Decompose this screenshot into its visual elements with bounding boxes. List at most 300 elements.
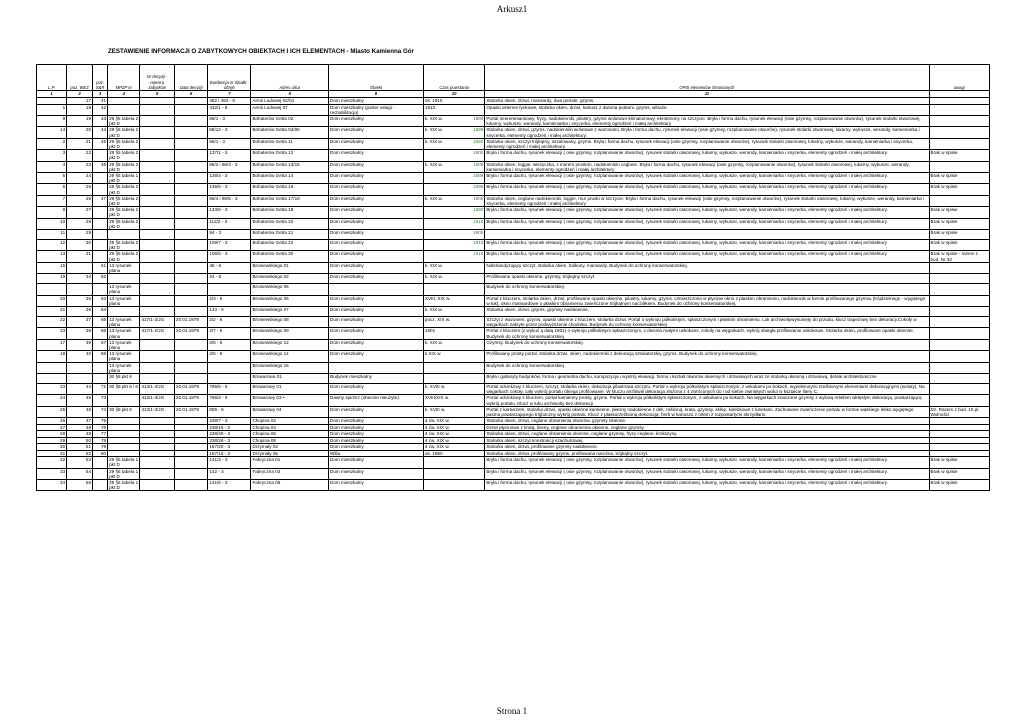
cell-wez: 40 xyxy=(67,351,93,362)
cell-mpzp xyxy=(108,229,140,239)
cell-decision-number: 413/1-3/JG xyxy=(140,395,174,406)
cell-parcel: 24 - 6 xyxy=(208,274,251,284)
cell-wez: 46 xyxy=(67,406,93,417)
cell-period xyxy=(423,161,484,172)
period-text: XVIII/XIX w. xyxy=(424,395,450,401)
cell-lp: 8 xyxy=(37,207,67,218)
cell-period xyxy=(423,468,484,479)
period-year: 1890 xyxy=(473,207,484,213)
cell-period xyxy=(423,317,484,328)
cell-wez: 20 xyxy=(67,127,93,138)
cell-period xyxy=(423,351,484,362)
cell-period xyxy=(423,207,484,218)
column-number: 6 xyxy=(174,91,207,98)
column-header: L.P. xyxy=(37,65,67,91)
cell-mpzp: 29 §5 tabela 2 pkt D xyxy=(109,161,139,172)
cell-lp: 31 xyxy=(37,450,67,457)
cell-decision-number xyxy=(140,207,174,218)
cell-decision-number xyxy=(140,104,174,115)
cell-address: Broniewskiego 02 xyxy=(251,274,329,284)
cell-object: Dawny spichrz (obecnie nieużyte). xyxy=(329,395,424,406)
cell-object: Budynek mieszkalny xyxy=(329,374,424,384)
cell-object: Dom mieszkalny xyxy=(329,161,424,172)
cell-address: Armii Ludowej 02/04 xyxy=(251,98,329,105)
cell-address: Bohaterów Getta 17/19 xyxy=(251,195,329,206)
cell-wez: 50 xyxy=(67,437,93,444)
period-year: 1860 xyxy=(473,115,484,121)
cell-address: Fabryczna 05 xyxy=(251,480,329,491)
cell-decision-date xyxy=(174,480,207,491)
column-header: uwagi xyxy=(929,65,990,91)
cell-decision-date xyxy=(174,161,207,172)
table-row xyxy=(37,274,990,284)
cell-mpzp: 30 §8 pkt 6 xyxy=(108,374,140,384)
cell-lp: 20 xyxy=(37,295,67,306)
period-year: 1910 xyxy=(473,251,484,257)
cell-description: Bryła i forma dachu, rysunek elewacji ( osie gzymsy, rozplanowanie otworów), rysunek stolarki otworowej, lukarny, wykusze, werandy, kamieniarka i snycerka, elementy ogrodzeń i małej architektury xyxy=(485,239,929,250)
cell-period xyxy=(423,229,484,239)
cell-lp: 17 xyxy=(37,339,67,350)
cell-lp: 10 xyxy=(37,218,67,229)
cell-address: Bohaterów Getta 21 xyxy=(251,229,329,239)
cell-address: Bohaterów Getta 11 xyxy=(251,138,329,149)
cell-object: Dom mieszkalny xyxy=(329,138,424,149)
heritage-register-table xyxy=(36,64,990,491)
table-row xyxy=(37,395,990,406)
cell-notes: Dz. Razem z bud. 15 pl. Wolności xyxy=(929,406,990,417)
cell-parcel: 109/7 - 3 xyxy=(208,239,251,250)
cell-address: Bohaterów Getta 14 xyxy=(251,172,329,183)
cell-lp: 23 xyxy=(37,328,67,339)
table-row xyxy=(37,127,990,138)
cell-lp: 11 xyxy=(37,229,67,239)
cell-address: Broniewskiego 15 xyxy=(251,362,329,373)
cell-lp: 21 xyxy=(37,307,67,317)
cell-sr: 64 xyxy=(93,307,108,317)
cell-wez: 27 xyxy=(67,207,93,218)
cell-sr: 42 xyxy=(93,104,108,115)
period-text: k. XIX w. xyxy=(424,138,443,144)
cell-lp: 22 xyxy=(37,317,67,328)
cell-description: Stolarka okien, drzwi, ceglane obramienia otworów, gzymsy okienne. xyxy=(485,418,929,425)
cell-description: Portal z kluczem (z wykuć ą datą 1801) o wykroju półkolistym spłaszczonym, z dwoma małymi uskokami, cokoły na węgarkach, wykrój obiegła profilowanie uskokowe. Stolarka okien, profilowane opaski okienne. Budynek do ochrony konserwatorskiej. xyxy=(485,328,929,339)
cell-wez: 51 xyxy=(67,444,93,451)
cell-address: Broniewskiego 06 xyxy=(251,295,329,306)
column-number-row xyxy=(37,91,990,98)
cell-description: Portal z kluczem, stolarka okien, drzwi, profilowane opaski okienne, pilastry, lukarny, gzyms. Umieszczone w płycinie okno z płaskim obramieniu, nadokiennik w formie profilowanego gzymsu (trójdzielnego - wygiętego w łuk), okno mansardowe o płaskim obramieniu zwieńczone trójkątnym naczółkiem. Budynek do ochrony konserwatorskiej. xyxy=(485,295,929,306)
cell-decision-date xyxy=(174,457,207,468)
cell-sr: 75 xyxy=(93,418,108,425)
cell-address: Bohaterów Getta 13/15 xyxy=(251,161,329,172)
cell-address: Broniewskiego 01 xyxy=(251,262,329,273)
cell-parcel: 136/4 - 3 xyxy=(208,172,251,183)
cell-description: Stolarka okien, drzwi, mansardy, dwa portale, gzyms. xyxy=(485,98,929,105)
cell-period xyxy=(423,480,484,491)
cell-parcel: 45 - 6 xyxy=(208,262,251,273)
cell-parcel: 2/5 - 6 xyxy=(208,351,251,362)
cell-object: Dom mieszkalny (parter usługi - rechabilitacja) xyxy=(329,104,424,115)
cell-address: Broniewskiego 12 xyxy=(251,339,329,350)
table-row xyxy=(37,406,990,417)
cell-notes: Brak w spisie xyxy=(929,239,990,250)
period-text: 1913 xyxy=(424,104,436,110)
cell-lp: 24 xyxy=(37,395,67,406)
cell-object: Dom mieszkalny xyxy=(329,444,424,451)
period-text: k. XIX w. xyxy=(424,115,443,121)
cell-decision-number xyxy=(140,150,174,161)
cell-parcel xyxy=(208,284,251,295)
period-year: 1892 xyxy=(473,138,484,144)
cell-address: Bohaterów Getta 22 xyxy=(251,239,329,250)
cell-decision-number xyxy=(140,251,174,262)
cell-parcel: 142 - 3 xyxy=(208,468,251,479)
cell-lp: 9 xyxy=(37,115,67,126)
cell-mpzp xyxy=(108,307,140,317)
period-text: k. XIX w. xyxy=(424,339,443,345)
cell-address: Broniewskiego 07 xyxy=(251,307,329,317)
cell-notes: Brak w spisie - razem z bud. Nr 32 xyxy=(929,251,990,262)
cell-description: Stolarka okien, szczyt konstrukcji szachulcowej. xyxy=(485,437,929,444)
cell-description: Profilowany prosty portal, stolarka drzwi, okien, nadokienniki z dekoracją sztukatorską, gzyms. Budynek do ochrony konserwatorskiej. xyxy=(485,351,929,362)
cell-description: Bryła i forma dachu, rysunek elewacji ( osie gzymsy, rozplanowanie otworów), rysunek stolarki otworowej, lukarny, wykusze, werandy, kamieniarka i snycerka, elementy ogrodzeń i małej architektury. xyxy=(485,172,929,183)
cell-sr: 74 xyxy=(93,406,108,417)
cell-object: Dom mieszkalny xyxy=(329,239,424,250)
cell-sr xyxy=(93,172,108,183)
cell-parcel: 141/3 - 3 xyxy=(208,457,251,468)
cell-decision-number xyxy=(140,127,174,138)
cell-lp: 1 xyxy=(37,104,67,115)
cell-sr: 41 xyxy=(93,98,108,105)
cell-notes xyxy=(929,362,990,373)
cell-lp: 25 xyxy=(37,406,67,417)
cell-period xyxy=(423,127,484,138)
cell-lp: 28 xyxy=(37,431,67,438)
cell-parcel: 96/1 - 3 xyxy=(208,138,251,149)
cell-sr xyxy=(93,457,108,468)
column-header: Ewidencja nr działki - obręb xyxy=(208,65,251,91)
cell-notes xyxy=(929,195,990,206)
column-header: Czas powstania xyxy=(423,65,484,91)
cell-sr: 66 xyxy=(93,328,108,339)
cell-decision-date xyxy=(174,195,207,206)
cell-decision-number: 417/1-2/JG xyxy=(140,328,174,339)
cell-wez: 47 xyxy=(67,418,93,425)
cell-notes xyxy=(929,104,990,115)
cell-wez: 29 xyxy=(67,229,93,239)
cell-notes xyxy=(929,317,990,328)
cell-sr: 78 xyxy=(93,437,108,444)
cell-lp: 13 xyxy=(37,251,67,262)
cell-notes xyxy=(929,328,990,339)
cell-parcel: 238/26 - 3 xyxy=(208,437,251,444)
cell-description: Szczyt z wazonem, gzyms, opaski okienne z kluczem, stolarka drzwi. Portal o wykroju półkolistym, spłaszczonym i płaskim obramieniu. Luk archiwoltywysunięty do przodu, klucz trapezowy bez dekoracji.Cokoły w węgarkach zakryte przez podwyższenie chodnika. Budynek do ochrony konserwatorskiej xyxy=(485,317,929,328)
cell-sr: 46 xyxy=(93,161,108,172)
period-year: 1899 xyxy=(473,127,484,133)
cell-period xyxy=(423,362,484,373)
cell-description: Stolarka okien, drzwi, profilowany gzyms, profilowana narożna, trójkątny szczyt. xyxy=(485,450,929,457)
cell-decision-date xyxy=(174,295,207,306)
cell-lp: 30 xyxy=(37,444,67,451)
cell-notes xyxy=(929,127,990,138)
column-number: 3 xyxy=(93,91,108,98)
cell-sr: 45 xyxy=(93,138,108,149)
cell-notes xyxy=(929,138,990,149)
cell-parcel: 238/16 - 3 xyxy=(208,424,251,431)
cell-lp: 26 xyxy=(37,418,67,425)
cell-description: Portal neorenesansowy, fryzy, nadokienniki, pilastry, gzyms wolutowo-klimationowy, ekrotenony na szczycie. Bryła i forma dachu, rysunek elewacji (osie gzymsy, rozplanowanie otworów), rysunek stolarki otworowej, lukarny, wykusze, werandy, kamieniarka i snycerka, elementy ogrodzeń i małej architektury xyxy=(485,115,929,126)
period-text: ok. 1890 xyxy=(424,450,443,456)
cell-decision-date xyxy=(174,284,207,295)
table-row xyxy=(37,351,990,362)
cell-object xyxy=(329,362,424,373)
column-number: 11 xyxy=(485,91,929,98)
cell-description: Opaski okienne fynkowe, stolarka okien, drzwi, kartusz z dwoma puttami, gzyms, witraże. xyxy=(485,104,929,115)
column-number: 4 xyxy=(108,91,140,98)
cell-description: Bryła i forma dachu, rysunek elewacji ( osie gzymsy, rozplanowanie otworów), rysunek stolarki otworowej, lukarny, wykusze, werandy, kamieniarka i snycerka, elementy ogrodzeń i małej architektury. xyxy=(485,457,929,468)
cell-parcel: 112/2 - 3 xyxy=(208,218,251,229)
cell-description: Bryła i forma dachu, rysunek elewacji ( osie gzymsy, rozplanowanie otworów), rysunek stolarki otworowej, lukarny, wykusze, werandy, kamieniarka i snycerka, elementy ogrodzeń i małej architektury. xyxy=(485,150,929,161)
period-text: 4 ćw. XIX w. xyxy=(424,424,450,430)
period-text: k.XIX w. xyxy=(424,351,442,357)
cell-parcel: 133/6 - 3 xyxy=(208,207,251,218)
cell-decision-number xyxy=(140,229,174,239)
cell-wez: 21 xyxy=(67,138,93,149)
cell-wez xyxy=(67,262,93,273)
page-footer: Strona 1 xyxy=(496,706,528,716)
cell-sr: 67 xyxy=(93,339,108,350)
cell-lp: 34 xyxy=(37,480,67,491)
sheet-name: Arkusz1 xyxy=(496,4,528,14)
cell-parcel: 136/6 - 3 xyxy=(208,184,251,195)
cell-wez: 37 xyxy=(67,317,93,328)
cell-decision-date: 20.01.1979 xyxy=(174,384,207,395)
cell-decision-number xyxy=(140,218,174,229)
cell-decision-number: 417/1-2/JG xyxy=(140,317,174,328)
cell-address: Broniewskiego 09 xyxy=(251,328,329,339)
cell-decision-date xyxy=(174,138,207,149)
period-text: 4 ćw. XIX w. xyxy=(424,418,450,424)
period-year: 1910 xyxy=(473,239,484,245)
period-text: 4 ćw. XIX w. xyxy=(424,444,450,450)
cell-period xyxy=(423,115,484,126)
cell-lp xyxy=(37,362,67,373)
cell-period xyxy=(423,184,484,195)
cell-mpzp: 29 §5 tabela 2 pkt D xyxy=(109,195,139,206)
period-text: k. XIX w. xyxy=(424,127,443,133)
header-row xyxy=(37,65,990,91)
cell-address: Browarowy 04 xyxy=(251,406,329,417)
cell-parcel: 432/1 - 6 xyxy=(208,104,251,115)
table-row xyxy=(37,195,990,206)
column-number: 9 xyxy=(329,91,424,98)
cell-decision-date xyxy=(174,104,207,115)
cell-object: Dom mieszkalny xyxy=(329,317,424,328)
cell-lp: 6 xyxy=(37,184,67,195)
cell-wez xyxy=(67,284,93,295)
cell-object: Dom mieszkalny xyxy=(329,406,424,417)
cell-description: Stolarka okien, drzwi, gzyms, nadokienniki wolutowe z wazonami. Bryła i forma dachu, rysunek elewacji (osie gzymsy, rozplanowanie otworów), rysunek stolarki otworowej, lukarny, wykusze, werandy, kamieniarka i snycerka, elementy ogrodzeń i małej architektury. xyxy=(485,127,929,138)
cell-address: Browarowy 01 xyxy=(251,384,329,395)
cell-mpzp: 13 rysunek planu xyxy=(108,262,140,273)
table-row xyxy=(37,229,990,239)
period-year: 1905 xyxy=(473,195,484,201)
cell-parcel: 2/6 - 6 xyxy=(208,339,251,350)
cell-address: Bohaterów Getta 30 xyxy=(251,251,329,262)
column-number: 7 xyxy=(208,91,251,98)
cell-decision-number: 413/1-3/JG xyxy=(140,384,174,395)
cell-parcel: 187/20 - 3 xyxy=(208,444,251,451)
cell-decision-number xyxy=(140,284,174,295)
cell-mpzp: 29 §5 tabela 2 pkt D xyxy=(109,138,139,149)
cell-period xyxy=(423,104,484,115)
cell-object: Dom mieszkalny xyxy=(329,150,424,161)
cell-address: Browarowa 01 xyxy=(251,374,329,384)
column-header: MPZP nr xyxy=(108,65,140,91)
cell-decision-date xyxy=(174,339,207,350)
cell-address: Chopina 08 xyxy=(251,437,329,444)
cell-mpzp xyxy=(108,104,140,115)
cell-lp: 4 xyxy=(37,161,67,172)
cell-lp: 3 xyxy=(37,150,67,161)
cell-sr: 63 xyxy=(93,295,108,306)
cell-lp: 29 xyxy=(37,437,67,444)
cell-description: Bryła i forma dachu, rysunek elewacji ( osie gzymsy, rozplanowanie otworów), rysunek stolarki otworowej, lukarny, wykusze, werandy, kamieniarka i snycerka, elementy ogrodzeń i małej architektury. xyxy=(485,468,929,479)
cell-decision-number xyxy=(140,274,174,284)
cell-mpzp: 29 §5 tabela 2 pkt D xyxy=(109,127,139,138)
cell-notes: Brak w spisie xyxy=(929,150,990,161)
cell-decision-date xyxy=(174,229,207,239)
cell-description: Bryła i forma dachu, rysunek elewacji ( osie gzymsy, rozplanowanie otworów), rysunek stolarki otworowej, lukarny, wykusze, werandy, kamieniarka i snycerka, elementy ogrodzeń i małej architektury. xyxy=(485,184,929,195)
cell-mpzp: 30 §8 pkt 6 xyxy=(108,406,140,417)
cell-mpzp: 13 rysunek planu xyxy=(108,328,140,339)
cell-notes xyxy=(929,339,990,350)
column-number: 5 xyxy=(140,91,174,98)
cell-decision-date xyxy=(174,274,207,284)
cell-sr: 68 xyxy=(93,351,108,362)
cell-notes: Brak w spisie xyxy=(929,480,990,491)
cell-period xyxy=(423,284,484,295)
cell-decision-number xyxy=(140,295,174,306)
column-header: poz. WEZ xyxy=(67,65,93,91)
column-header: OPIS elementów chronionych xyxy=(485,65,929,91)
cell-description: Portal odcinkowy z kluczem, portal kamienny prosty, gzyms. Portal o wykroju półkolistym spłaszczonym, z uskokami po bokach. Na węgarkach znaczone gzymsy z wykutą reliefem wklęsłym dekoracją, powtarzającą wykrój portalu. Klucz w łuku archiwolty bez dekoracji. xyxy=(485,395,929,406)
cell-notes xyxy=(929,395,990,406)
cell-sr: 71 xyxy=(93,384,108,395)
cell-decision-number xyxy=(140,457,174,468)
cell-wez: 38 xyxy=(67,328,93,339)
cell-description: Stolarka okien, drzwi, ceglane obramienia okienne, ceglane gzymsy, fryzy ceglane, krokszyny. xyxy=(485,431,929,438)
cell-decision-date xyxy=(174,115,207,126)
cell-sr: 44 xyxy=(93,127,108,138)
cell-parcel: 141/6 - 3 xyxy=(208,480,251,491)
cell-object: Dom mieszkalny xyxy=(329,172,424,183)
cell-notes xyxy=(929,115,990,126)
cell-object: Dom mieszkalny xyxy=(329,384,424,395)
cell-description: Profilowane opaski okienne, gzymsy, trójkątny szczyt. xyxy=(485,274,929,284)
cell-wez: 53 xyxy=(67,457,93,468)
cell-decision-date xyxy=(174,150,207,161)
cell-notes xyxy=(929,295,990,306)
cell-decision-date xyxy=(174,374,207,384)
cell-decision-date: 20.01.1979 xyxy=(174,317,207,328)
cell-period xyxy=(423,295,484,306)
cell-address: Chopina 06 xyxy=(251,431,329,438)
cell-address: Chopina 04 xyxy=(251,424,329,431)
cell-description xyxy=(485,229,929,239)
table-row xyxy=(37,207,990,218)
cell-object: Dom mieszkalny xyxy=(329,351,424,362)
cell-address: Armii Ludowej 07 xyxy=(251,104,329,115)
cell-address: Browarowy 03 • xyxy=(251,395,329,406)
cell-notes: Brak w spisie xyxy=(929,184,990,195)
column-number: 10 xyxy=(423,91,484,98)
cell-decision-number xyxy=(140,362,174,373)
cell-object: Dom mieszkalny xyxy=(329,468,424,479)
cell-parcel: 68/1 - 3 xyxy=(208,115,251,126)
cell-notes xyxy=(929,274,990,284)
cell-description: Gzymsy. Budynek do ochrony konserwatorskiej. xyxy=(485,339,929,350)
table-row xyxy=(37,115,990,126)
cell-sr xyxy=(93,239,108,250)
cell-wez: 49 xyxy=(67,431,93,438)
period-year: 1899 xyxy=(473,184,484,190)
cell-description: Stolarka okien, loggie, wieżyczka, z murem pruskim, nadokienniki ceglane. Bryła i forma dachu, rysunek elewacji (osie gzymsy, rozplanowanie otworów), rysunek stolarki otworowej, lukarny, wykusze, werandy, kamieniarka i snycerka, elementy ogrodzeń i małej architektury xyxy=(485,161,929,172)
cell-wez xyxy=(67,374,93,384)
cell-parcel xyxy=(208,374,251,384)
cell-decision-number xyxy=(140,262,174,273)
period-text: k. XIX w. xyxy=(424,161,443,167)
cell-mpzp xyxy=(108,274,140,284)
cell-mpzp: 29 §5 tabela 1 pkt D xyxy=(109,480,139,491)
cell-decision-date: 20.01.1979 xyxy=(174,406,207,417)
cell-description: Bryła i forma dachu, rysunek elewacji ( osie gzymsy, rozplanowanie otworów), rysunek stolarki otworowej, lukarny, wykusze, werandy, kamieniarka i snycerka, elementy ogrodzeń i małej architektury. xyxy=(485,218,929,229)
cell-object: Dom mieszkalny xyxy=(329,184,424,195)
cell-sr xyxy=(93,184,108,195)
cell-decision-date xyxy=(174,362,207,373)
cell-notes: Brak w spisie xyxy=(929,172,990,183)
cell-lp: 19 xyxy=(37,274,67,284)
cell-mpzp: 29 §5 tabela 2 pkt D xyxy=(109,251,139,262)
cell-description: Bryła i forma dachu, rysunek elewacji ( osie gzymsy, rozplanowanie otworów), rysunek stolarki otworowej, lukarny, wykusze, werandy, kamieniarka i snycerka, elementy ogrodzeń i małej architektury. xyxy=(485,207,929,218)
table-row xyxy=(37,374,990,384)
period-text: 1801 xyxy=(424,328,436,334)
period-text: k. XIX w. xyxy=(424,274,443,280)
cell-lp: 15 xyxy=(37,262,67,273)
cell-notes: Brak w spisie xyxy=(929,207,990,218)
cell-wez: 52 xyxy=(67,450,93,457)
cell-notes xyxy=(929,384,990,395)
cell-lp xyxy=(37,374,67,384)
cell-decision-date xyxy=(174,184,207,195)
cell-mpzp xyxy=(108,395,140,406)
cell-wez: 36 xyxy=(67,307,93,317)
cell-address: Drzymały 05 xyxy=(251,450,329,457)
cell-mpzp: 29 §5 tabela 2 pkt D xyxy=(109,218,139,229)
cell-mpzp: 29 §5 tabela 1 pkt D xyxy=(109,457,139,468)
period-text: 4 ćw. XIX w. xyxy=(424,437,450,443)
period-year: 1900 xyxy=(473,150,484,156)
cell-object: Dom mieszkalny xyxy=(329,339,424,350)
cell-decision-number xyxy=(140,195,174,206)
cell-object: Dom mieszkalny xyxy=(329,295,424,306)
cell-lp: 18 xyxy=(37,351,67,362)
cell-lp: 7 xyxy=(37,195,67,206)
cell-mpzp: 29 §5 tabela 2 pkt D xyxy=(109,150,139,161)
cell-address: Bohaterów Getta 20 xyxy=(251,218,329,229)
cell-decision-number xyxy=(140,307,174,317)
cell-decision-date xyxy=(174,262,207,273)
cell-period xyxy=(423,274,484,284)
